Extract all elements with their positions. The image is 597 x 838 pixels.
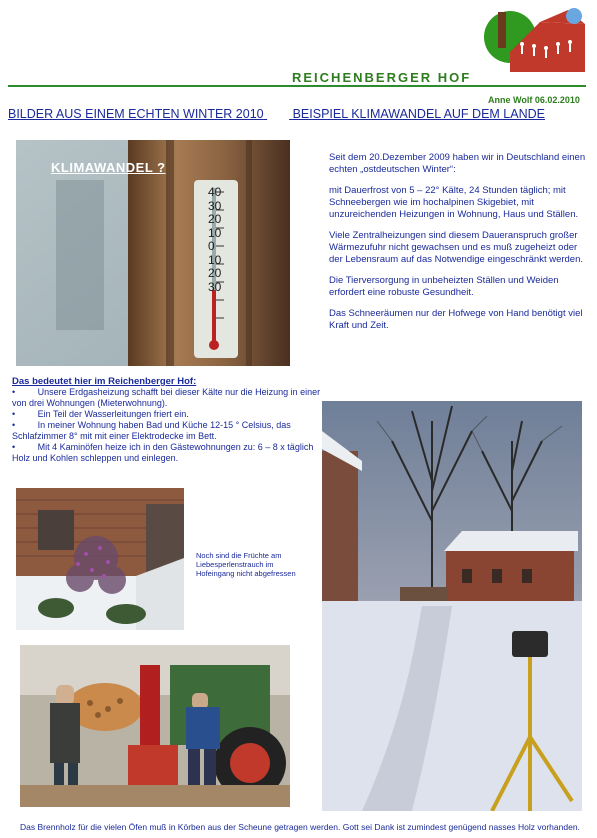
scale-mark: 20 <box>208 266 222 280</box>
hof-bullet: • Mit 4 Kaminöfen heize ich in den Gästewohnungen zu: 6 – 8 x täglich Holz und Kohlen schleppen und einlegen. <box>12 442 314 463</box>
header-rule <box>8 85 586 87</box>
yard-bush-photo <box>16 488 184 630</box>
intro-paragraph: Die Tierversorgung in unbeheizten Ställen und Weiden erfordert eine robuste Gesundheit. <box>329 275 559 298</box>
hof-bullet: • In meiner Wohnung haben Bad und Küche 12-15 ° Celsius, das Schlafzimmer 8° mit mit einer Elektrodecke im Bett. <box>12 420 291 441</box>
hof-bullet: • Ein Teil der Wasserleitungen friert ein. <box>12 409 189 419</box>
intro-text <box>329 152 591 341</box>
brand-name: REICHENBERGER HOF <box>292 70 472 85</box>
scale-mark: 30 <box>208 198 222 213</box>
intro-paragraph: mit Dauerfrost von 5 – 22° Kälte, 24 Stunden täglich; mit Schneebergen wie im hochalpinen Skigebiet, mit unzureichenden Heizungen in Wohnung, Haus und Ställen. <box>329 185 579 220</box>
scale-mark: 10 <box>208 225 222 240</box>
page-headline <box>8 107 545 121</box>
hof-bullet-text: Unsere Erdgasheizung schafft bei dieser Kälte nur die Heizung in einer von drei Wohnungen (Mieterwohnung). <box>12 387 321 408</box>
hof-bullet: • Unsere Erdgasheizung schafft bei dieser Kälte nur die Heizung in einer von drei Wohnungen (Mieterwohnung). <box>12 387 321 408</box>
snowy-barn-photo <box>322 401 582 811</box>
scale-mark: 10 <box>208 252 222 267</box>
hof-bullet-text: Ein Teil der Wasserleitungen friert ein. <box>37 409 189 419</box>
headline-left: BILDER AUS EINEM ECHTEN WINTER 2010 <box>8 107 264 121</box>
scale-mark: 30 <box>208 279 222 294</box>
intro-paragraph: Seit dem 20.Dezember 2009 haben wir in Deutschland einen echten „ostdeutschen Winter“: <box>329 152 586 175</box>
footer-caption: Das Brennholz für die vielen Öfen muß in Körben aus der Scheune getragen werden. Gott sei Dank ist zumindest genügend nasses Holz vorhanden. <box>20 822 580 832</box>
wood-splitting-photo <box>20 645 290 807</box>
hof-bullet-text: Mit 4 Kaminöfen heize ich in den Gästewohnungen zu: 6 – 8 x täglich Holz und Kohlen schleppen und einlegen. <box>12 442 314 463</box>
scale-mark: 40 <box>208 185 222 199</box>
thermometer-scale <box>208 186 221 294</box>
hof-bullet-text: In meiner Wohnung haben Bad und Küche 12-15 ° Celsius, das Schlafzimmer 8° mit mit einer Elektrodecke im Bett. <box>12 420 291 441</box>
scale-mark: 20 <box>208 212 222 226</box>
intro-paragraph: Viele Zentralheizungen sind diesem Daueranspruch großer Wärmezufuhr nicht gewachsen und es muß zugeheizt oder der Lebensraum auf das Notwendige eingeschränkt werden. <box>329 230 584 265</box>
hof-title: Das bedeutet hier im Reichenberger Hof: <box>12 376 197 387</box>
bush-caption: Noch sind die Früchte am Liebesperlenstrauch im Hofeingang nicht abgefressen <box>196 551 296 578</box>
intro-paragraph: Das Schneeräumen nur der Hofwege von Hand benötigt viel Kraft und Zeit. <box>329 308 583 331</box>
logo <box>480 2 590 82</box>
klimawandel-label: KLIMAWANDEL ? <box>51 160 166 175</box>
scale-mark: 0 <box>208 239 215 253</box>
hof-section <box>12 376 324 464</box>
headline-right: BEISPIEL KLIMAWANDEL AUF DEM LANDE <box>292 107 545 121</box>
author-date: Anne Wolf 06.02.2010 <box>488 95 580 105</box>
